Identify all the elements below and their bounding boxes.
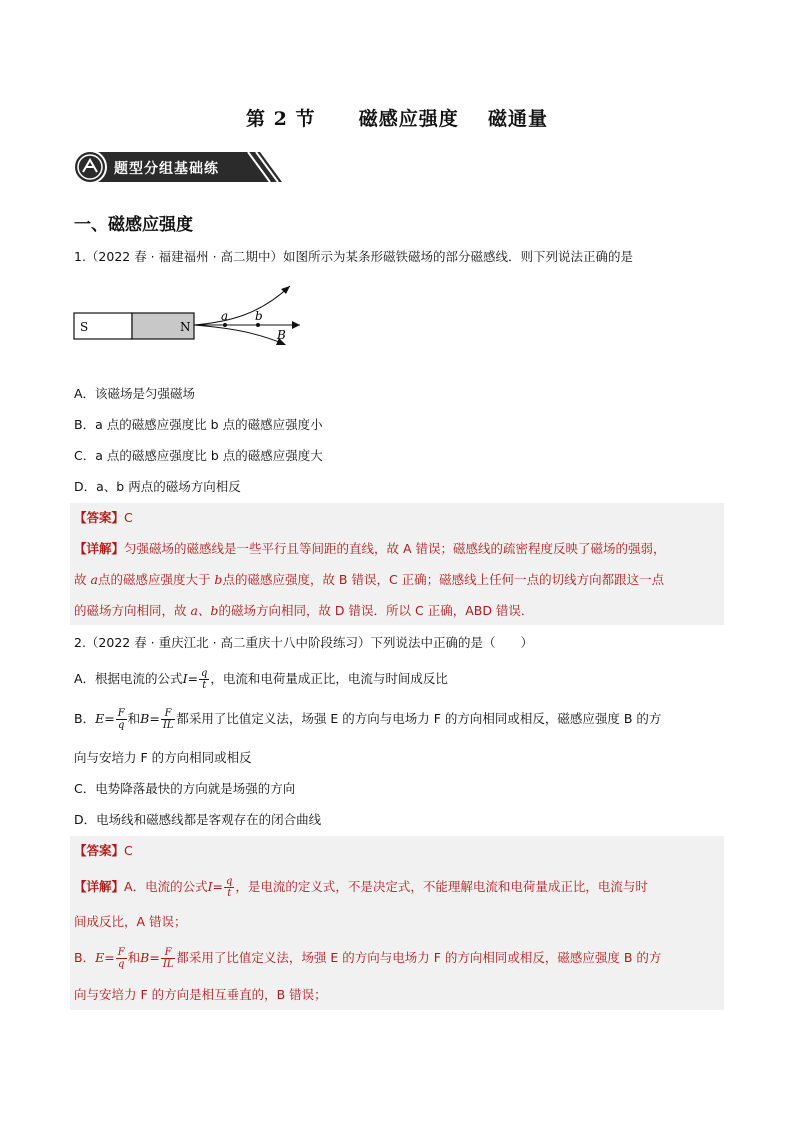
field-line-lower	[194, 325, 284, 344]
formula-f-over-q: $\frac{F}{q}$	[117, 708, 125, 731]
banner-label: 题型分组基础练	[114, 161, 219, 177]
q1-option-b: B．a 点的磁感应强度比 b 点的磁感应强度小	[74, 417, 323, 432]
point-a-dot	[223, 323, 227, 327]
section-heading: 一、磁感应强度	[74, 215, 193, 235]
q2-detail-a: 【详解】A．电流的公式I= $\frac{q}{t}$ ，是电流的定义式，不是决定式，不能理解电流和电荷量成正比，电流与时	[74, 876, 648, 899]
q2-option-a: A．根据电流的公式I= $\frac{q}{t}$ ，电流和电荷量成正比，电流与时间成反比	[74, 668, 448, 691]
q1-detail-line2: 故 a点的磁感应强度大于 b点的磁感应强度，故 B 错误，C 正确；磁感线上任何一点的切线方向都跟这一点	[74, 572, 665, 587]
b-label: b	[255, 309, 263, 323]
q2-answer: 【答案】C	[74, 843, 133, 858]
a-label: a	[221, 309, 229, 323]
section-banner	[72, 150, 284, 184]
q1-option-a: A．该磁场是匀强磁场	[74, 386, 196, 401]
formula-q-over-t: $\frac{q}{t}$	[201, 668, 208, 691]
q2-detail-a-line2: 间成反比，A 错误；	[74, 914, 187, 929]
q2-detail-b-line2: 向与安培力 F 的方向是相互垂直的，B 错误；	[74, 987, 327, 1002]
q1-answer	[74, 509, 133, 527]
q1-option-c: C．a 点的磁感应强度比 b 点的磁感应强度大	[74, 448, 323, 463]
page-title	[0, 104, 794, 131]
q2-option-c: C．电势降落最快的方向就是场强的方向	[74, 781, 296, 796]
B-label: B	[277, 328, 286, 342]
topic-title-2: 磁通量	[487, 108, 548, 130]
detail-text: 匀强磁场的磁感线是一些平行且等间距的直线，故 A 错误；磁感线的疏密程度反映了磁场的强弱，	[124, 541, 666, 556]
answer-value: C	[124, 510, 133, 525]
magnet-field-figure	[70, 276, 320, 348]
point-b-dot	[256, 323, 260, 327]
topic-title: 磁感应强度	[358, 108, 459, 130]
detail-label: 【详解】	[74, 541, 125, 556]
formula-f-over-il: $\frac{F}{IL}$	[162, 708, 174, 731]
q2-detail-b: B．E= $\frac{F}{q}$ 和B= $\frac{F}{IL}$ 都采用了比值定义法，场强 E 的方向与电场力 F 的方向相同或相反，磁感应强度 B 的方	[74, 947, 662, 970]
q2-stem: 2.（2022 春 · 重庆江北 · 高二重庆十八中阶段练习）下列说法中正确的是（ ）	[74, 635, 534, 650]
answer-label: 【答案】	[74, 510, 125, 525]
q1-option-d: D．a、b 两点的磁场方向相反	[74, 479, 241, 494]
n-label: N	[180, 320, 191, 334]
q1-stem: 1.（2022 春 · 福建福州 · 高二期中）如图所示为某条形磁铁磁场的部分磁感线．则下列说法正确的是	[74, 249, 634, 264]
field-line-upper	[194, 286, 290, 325]
section-number: 第 2 节	[246, 108, 316, 130]
q2-option-b: B．E= $\frac{F}{q}$ 和B= $\frac{F}{IL}$ 都采用了比值定义法，场强 E 的方向与电场力 F 的方向相同或相反，磁感应强度 B 的方	[74, 708, 662, 731]
q2-option-d: D．电场线和磁感线都是客观存在的闭合曲线	[74, 812, 322, 827]
q1-detail-line1	[74, 540, 666, 558]
s-label: S	[80, 320, 89, 334]
q2-option-b-line2: 向与安培力 F 的方向相同或相反	[74, 750, 252, 765]
q1-detail-line3: 的磁场方向相同，故 a、b的磁场方向相同，故 D 错误．所以 C 正确，ABD 错误．	[74, 603, 534, 618]
